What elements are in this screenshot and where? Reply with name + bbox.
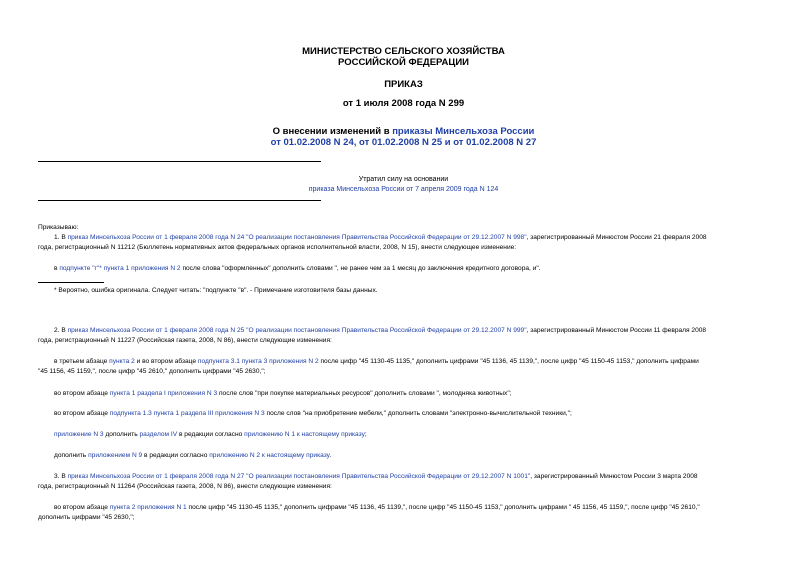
p2-i3-a: во втором абзаце <box>54 410 110 417</box>
p3-item1-line1 <box>54 503 770 512</box>
status-repealing-order-link[interactable]: приказа Минсельхоза России от 7 апреля 2009 года N 124 <box>308 186 499 193</box>
p2-i3-link[interactable]: подпункта 1.3 пункта 1 раздела III приложения N 3 <box>109 410 265 417</box>
p2-i1-link1[interactable]: пункта 2 <box>109 358 135 365</box>
p2-i5-link1[interactable]: приложением N 9 <box>88 452 143 459</box>
p1-rest: , зарегистрированный Минюстом России 21 февраля 2008 <box>526 234 707 241</box>
paragraph-3-line2: года, регистрационный N 11264 (Российская газета, 2008, N 86), внести следующие изменения: <box>38 483 332 490</box>
footnote-divider <box>38 282 104 283</box>
p2-i5-a: дополнить <box>54 452 89 459</box>
footnote: * Вероятно, ошибка оригинала. Следует читать: "подпункте "в". - Примечание изготовителя базы данных. <box>54 287 378 294</box>
p2-lead: 2. В <box>54 327 68 334</box>
p2-item3 <box>54 409 770 418</box>
p1-item-link[interactable]: подпункте "г"* пункта 1 приложения N 2 <box>59 265 181 272</box>
p2-order-link[interactable]: приказ Минсельхоза России от 1 февраля 2008 года N 25 "О реализации постановления Правительства Российской Федерации от 29.12.2007 N 999" <box>67 327 527 334</box>
p3-order-link[interactable]: приказ Минсельхоза России от 1 февраля 2008 года N 27 "О реализации постановления Правительства Российской Федерации от 29.12.2007 N 1001" <box>67 473 531 480</box>
p1-lead: 1. В <box>54 234 68 241</box>
order-word: Приказываю: <box>38 224 79 231</box>
p3-rest: , зарегистрированный Минюстом России 3 марта 2008 <box>530 473 698 480</box>
paragraph-1-item <box>54 264 770 273</box>
p2-i4-link2[interactable]: разделом IV <box>139 431 178 438</box>
subject-prefix: О внесении изменений в <box>272 126 393 137</box>
p3-i1-a: во втором абзаце <box>54 504 110 511</box>
p3-item1-line2: дополнить цифрами "45 2630,"; <box>38 514 135 521</box>
p2-i1-a: в третьем абзаце <box>54 358 110 365</box>
p2-i1-link2[interactable]: подпункта 3.1 пункта 3 приложения N 2 <box>197 358 319 365</box>
p2-i1-c: после цифр "45 1130-45 1135," дополнить цифрами "45 1136, 45 1139,", после цифр "45 1150-45 1153," дополнить цифрами <box>318 358 699 365</box>
p3-lead: 3. В <box>54 473 68 480</box>
p2-i5-c: . <box>329 452 332 459</box>
p1-item-rest: после слова "оформленных" дополнить словами ", не ранее чем за 1 месяц до заключения кредитного договора, и". <box>180 265 541 272</box>
p2-i4-b: в редакции согласно <box>177 431 245 438</box>
p2-i4-a: дополнить <box>103 431 140 438</box>
p2-i2-link[interactable]: пункта 1 раздела I приложения N 3 <box>109 390 218 397</box>
paragraph-1-line2: года, регистрационный N 11212 (Бюллетень нормативных актов федеральных органов исполнительной власти, 2008, N 15), внести следующее изменение: <box>38 244 517 251</box>
paragraph-3-line1 <box>54 472 770 481</box>
p2-i3-b: после слов "на приобретение мебели," дополнить словами "электронно-вычислительной техники,"; <box>264 410 572 417</box>
p2-i4-link1[interactable]: приложение N 3 <box>54 431 104 438</box>
p3-i1-b: после цифр "45 1130-45 1135," дополнить цифрами "45 1136, 45 1139,", после цифр "45 1150-45 1153," дополнить цифрами " 45 1156, 45 1159,", после цифр "45 2610," <box>186 504 700 511</box>
p2-i5-b: в редакции согласно <box>142 452 210 459</box>
p1-item-lead: в <box>54 265 60 272</box>
p2-i1-b: и во втором абзаце <box>134 358 198 365</box>
p2-i5-link2[interactable]: приложению N 2 к настоящему приказу <box>209 452 330 459</box>
p2-i2-b: после слов "при покупке материальных ресурсов" дополнить словами ", молодняка животных"; <box>217 390 512 397</box>
p2-rest: , зарегистрированный Минюстом России 11 февраля 2008 <box>526 327 707 334</box>
p2-i2-a: во втором абзаце <box>54 390 110 397</box>
status-repealed-text: Утратил силу на основании <box>358 176 449 183</box>
p2-item2 <box>54 389 770 398</box>
divider-top <box>38 161 321 162</box>
p2-i4-link3[interactable]: приложению N 1 к настоящему приказу <box>244 431 365 438</box>
p2-item1-line1 <box>54 357 770 366</box>
ministry-name-line2: РОССИЙСКОЙ ФЕДЕРАЦИИ <box>337 57 469 68</box>
p2-item1-line2: "45 1156, 45 1159,", после цифр "45 2610," дополнить цифрами "45 2630,"; <box>38 368 266 375</box>
paragraph-2-line2: года, регистрационный N 11227 (Российская газета, 2008, N 86), внести следующие изменения: <box>38 337 332 344</box>
p3-i1-link[interactable]: пункта 2 приложения N 1 <box>109 504 187 511</box>
p2-item4 <box>54 430 770 439</box>
subject-orders-dates-link[interactable]: от 01.02.2008 N 24, от 01.02.2008 N 25 и от 01.02.2008 N 27 <box>270 137 537 148</box>
divider-bottom <box>38 200 321 201</box>
paragraph-1-line1 <box>54 233 770 242</box>
ministry-name-line1: МИНИСТЕРСТВО СЕЛЬСКОГО ХОЗЯЙСТВА <box>302 46 505 57</box>
p2-i4-c: ; <box>364 431 367 438</box>
subject-orders-link[interactable]: приказы Минсельхоза России <box>392 126 535 137</box>
document-subject-line1 <box>0 126 807 137</box>
document-type: ПРИКАЗ <box>384 79 423 90</box>
p2-item5 <box>54 451 770 460</box>
p1-order-link[interactable]: приказ Минсельхоза России от 1 февраля 2008 года N 24 "О реализации постановления Правительства Российской Федерации от 29.12.2007 N 998" <box>67 234 527 241</box>
document-date-number: от 1 июля 2008 года N 299 <box>342 98 465 109</box>
paragraph-2-line1 <box>54 326 770 335</box>
